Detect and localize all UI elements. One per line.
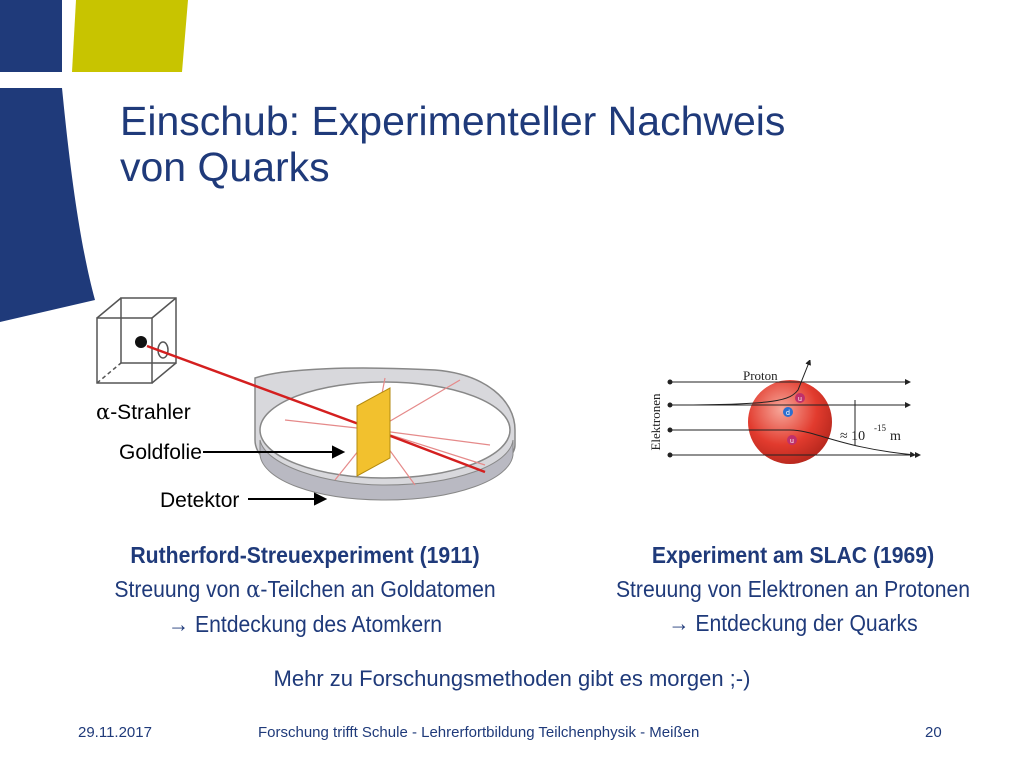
alpha-source-dot — [135, 336, 147, 348]
detector-label: Detektor — [160, 489, 240, 512]
page-number: 20 — [925, 724, 942, 741]
slac-caption-line2: Streuung von Elektronen an Protonen — [615, 576, 971, 602]
proton-label: Proton — [743, 368, 778, 383]
slac-caption-head: Experiment am SLAC (1969) — [651, 542, 935, 568]
alpha-source-label — [96, 400, 191, 425]
alpha-symbol: α — [96, 400, 111, 424]
rutherford-caption-head: Rutherford-Streuexperiment (1911) — [130, 542, 480, 568]
footnote-text: Mehr zu Forschungsmethoden gibt es morgen ;-) — [273, 666, 751, 691]
rutherford-caption-line2: Streuung von α-Teilchen an Goldatomen — [114, 576, 496, 603]
scale-label: ≈ 10 — [840, 429, 866, 444]
alpha-source-text: -Strahler — [110, 401, 191, 424]
footer-center: Forschung trifft Schule - Lehrerfortbildung Teilchenphysik - Meißen — [258, 724, 700, 741]
slac-diagram — [640, 360, 930, 480]
rutherford-caption-line3: → Entdeckung des Atomkern — [167, 611, 443, 637]
title-line-1: Einschub: Experimenteller Nachweis — [120, 98, 786, 144]
proton-sphere — [748, 380, 832, 464]
foil-label: Goldfolie — [119, 441, 202, 464]
svg-text:m: m — [890, 429, 901, 444]
electrons-label: Elektronen — [648, 393, 663, 451]
svg-text:u: u — [790, 438, 794, 445]
svg-text:-15: -15 — [874, 423, 886, 433]
blue-arc — [0, 88, 95, 322]
footer-date: 29.11.2017 — [78, 724, 152, 741]
slac-caption — [586, 538, 1000, 640]
yellow-square — [72, 0, 188, 72]
svg-text:u: u — [798, 396, 802, 403]
rutherford-caption — [80, 538, 531, 641]
blue-square — [0, 0, 62, 72]
svg-text:d: d — [786, 410, 790, 417]
slac-caption-line3: → Entdeckung der Quarks — [668, 610, 918, 636]
slide-title — [120, 98, 980, 190]
title-line-2: von Quarks — [120, 144, 330, 190]
